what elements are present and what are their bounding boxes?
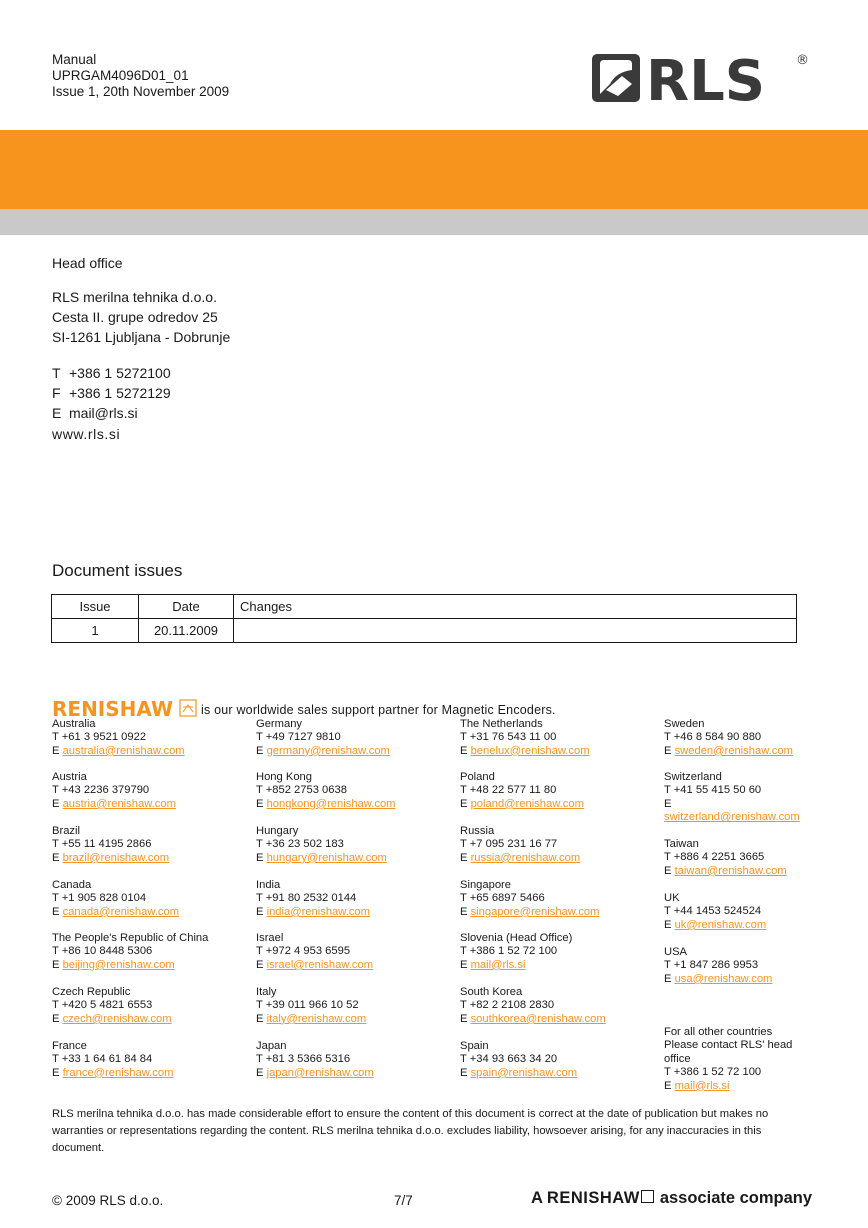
office-email-row	[460, 906, 599, 919]
issue-cell: 1	[52, 619, 139, 643]
head-office-street: Cesta II. grupe odredov 25	[52, 309, 218, 325]
orange-banner	[0, 130, 868, 209]
office-country: Singapore	[460, 879, 512, 891]
office-hong-kong	[256, 771, 395, 811]
office-germany	[256, 718, 390, 758]
office-email-link[interactable]: india@renishaw.com	[266, 905, 370, 918]
head-office-phone	[52, 365, 171, 381]
phone-key: T	[52, 365, 61, 381]
office-country: Sweden	[664, 718, 705, 730]
renishaw-logo-emblem	[180, 700, 196, 716]
office-email-link[interactable]: taiwan@renishaw.com	[674, 864, 787, 877]
assoc-prefix: A	[531, 1189, 543, 1207]
office-email-link[interactable]: benelux@renishaw.com	[470, 744, 590, 757]
office-phone: T +43 2236 379790	[52, 784, 150, 797]
office-country: UK	[664, 892, 680, 904]
table-row	[52, 619, 797, 643]
office-phone: T +49 7127 9810	[256, 731, 341, 744]
office-country: Japan	[256, 1040, 287, 1052]
office-email-row	[664, 745, 793, 758]
email-prefix: E	[256, 851, 264, 864]
rls-logo	[592, 50, 812, 106]
office-email-link[interactable]: israel@renishaw.com	[266, 958, 374, 971]
office-china	[52, 932, 208, 972]
email-prefix: E	[664, 797, 672, 810]
assoc-brand: RENISHAW	[546, 1189, 640, 1207]
office-email-link[interactable]: hungary@renishaw.com	[266, 851, 387, 864]
office-email-link[interactable]: southkorea@renishaw.com	[470, 1012, 606, 1025]
renishaw-logo	[52, 697, 200, 719]
table-header-row	[52, 595, 797, 619]
office-country: For all other countries	[664, 1026, 773, 1038]
office-country: India	[256, 879, 281, 891]
head-office-web[interactable]: www.rls.si	[52, 426, 121, 442]
email-prefix: E	[664, 1079, 672, 1092]
email-prefix: E	[52, 1012, 60, 1025]
office-email-row	[52, 798, 176, 811]
email-prefix: E	[256, 744, 264, 757]
office-phone: T +34 93 663 34 20	[460, 1053, 558, 1066]
office-email-link[interactable]: spain@renishaw.com	[470, 1066, 578, 1079]
email-prefix: E	[460, 744, 468, 757]
office-japan	[256, 1040, 374, 1080]
office-phone: T +91 80 2532 0144	[256, 892, 357, 905]
assoc-suffix: associate company	[659, 1189, 813, 1207]
changes-cell	[234, 619, 797, 643]
office-phone: T +36 23 502 183	[256, 838, 344, 851]
office-country: USA	[664, 946, 688, 958]
office-india	[256, 879, 370, 919]
office-phone: T +420 5 4821 6553	[52, 999, 153, 1012]
office-email-row	[52, 745, 185, 758]
email-prefix: E	[664, 744, 672, 757]
office-email-row	[256, 1067, 374, 1080]
office-email-link[interactable]: uk@renishaw.com	[674, 918, 767, 931]
office-country: Slovenia (Head Office)	[460, 932, 573, 944]
office-brazil	[52, 825, 169, 865]
office-country: Poland	[460, 771, 495, 783]
office-email-link[interactable]: switzerland@renishaw.com	[664, 811, 800, 824]
email-prefix: E	[256, 1066, 264, 1079]
email-prefix: E	[256, 1012, 264, 1025]
fax-value: +386 1 5272129	[69, 385, 171, 401]
office-phone: T +82 2 2108 2830	[460, 999, 555, 1012]
office-email-row	[256, 798, 395, 811]
office-country: The People's Republic of China	[52, 932, 209, 944]
office-note: Please contact RLS' head office	[664, 1039, 793, 1065]
date-cell: 20.11.2009	[139, 619, 234, 643]
renishaw-logo-emblem-mark	[183, 705, 193, 712]
doc-type: Manual	[52, 52, 97, 67]
office-country: South Korea	[460, 986, 523, 998]
email-prefix: E	[664, 972, 672, 985]
email-prefix: E	[460, 958, 468, 971]
office-email-link[interactable]: australia@renishaw.com	[62, 744, 185, 757]
office-phone: T +7 095 231 16 77	[460, 838, 558, 851]
office-email-row	[52, 959, 208, 972]
disclaimer: RLS merilna tehnika d.o.o. has made considerable effort to ensure the content of this document is correct at the date of publication but makes no warranties or representations regarding the content. RLS merilna tehnika d.o.o. excludes liability, howsoever arising, for any inaccuracies in this document.	[52, 1108, 769, 1154]
office-phone: T +886 4 2251 3665	[664, 851, 765, 864]
document-issues-title: Document issues	[52, 561, 183, 580]
email-prefix: E	[460, 851, 468, 864]
office-phone: T +852 2753 0638	[256, 784, 347, 797]
office-email-link[interactable]: brazil@renishaw.com	[62, 851, 170, 864]
office-email-row	[664, 1080, 814, 1093]
office-country: Austria	[52, 771, 87, 783]
office-country: Hong Kong	[256, 771, 312, 783]
office-phone: T +33 1 64 61 84 84	[52, 1053, 153, 1066]
grey-banner	[0, 209, 868, 235]
footer-copyright: © 2009 RLS d.o.o.	[52, 1193, 164, 1208]
email-prefix: E	[52, 958, 60, 971]
office-czech-republic	[52, 986, 172, 1026]
office-netherlands	[460, 718, 590, 758]
email-prefix: E	[52, 1066, 60, 1079]
renishaw-associate-logo	[531, 1189, 812, 1208]
document-issues-table	[51, 594, 797, 643]
office-email-row	[52, 852, 169, 865]
office-israel	[256, 932, 373, 972]
office-taiwan	[664, 838, 787, 878]
office-country: Australia	[52, 718, 96, 730]
office-country: Brazil	[52, 825, 80, 837]
office-email-row	[256, 852, 387, 865]
office-usa	[664, 946, 772, 986]
office-country: Germany	[256, 718, 303, 730]
office-hungary	[256, 825, 387, 865]
email-prefix: E	[460, 1066, 468, 1079]
email-prefix: E	[256, 797, 264, 810]
office-country: Canada	[52, 879, 92, 891]
office-phone: T +65 6897 5466	[460, 892, 545, 905]
office-email-row	[256, 745, 390, 758]
office-email-link[interactable]: mail@rls.si	[470, 958, 526, 971]
head-office-city: SI-1261 Ljubljana - Dobrunje	[52, 329, 231, 345]
office-email-link[interactable]: hongkong@renishaw.com	[266, 797, 396, 810]
office-spain	[460, 1040, 577, 1080]
office-email-link[interactable]: germany@renishaw.com	[266, 744, 390, 757]
email-prefix: E	[256, 905, 264, 918]
office-email-link[interactable]: japan@renishaw.com	[266, 1066, 374, 1079]
col-changes-header: Changes	[234, 595, 797, 619]
email-key: E	[52, 405, 62, 421]
office-france	[52, 1040, 173, 1080]
office-phone: T +86 10 8448 5306	[52, 945, 153, 958]
office-email-row	[256, 959, 373, 972]
office-email-row	[664, 973, 772, 986]
office-email-row	[460, 852, 580, 865]
office-country: France	[52, 1040, 87, 1052]
office-switzerland	[664, 771, 800, 825]
office-austria	[52, 771, 176, 811]
office-phone: T +39 011 966 10 52	[256, 999, 359, 1012]
office-slovenia	[460, 932, 572, 972]
email-prefix: E	[664, 864, 672, 877]
office-australia	[52, 718, 185, 758]
office-country: Czech Republic	[52, 986, 131, 998]
renishaw-logo-text: RENISHAW	[52, 697, 174, 719]
office-email-row	[460, 1013, 606, 1026]
email-prefix: E	[52, 744, 60, 757]
col-issue-header: Issue	[52, 595, 139, 619]
office-phone: T +31 76 543 11 00	[460, 731, 557, 744]
office-country: Israel	[256, 932, 284, 944]
office-uk	[664, 892, 766, 932]
email-prefix: E	[460, 797, 468, 810]
office-poland	[460, 771, 584, 811]
office-phone: T +81 3 5366 5316	[256, 1053, 351, 1066]
col-date-header: Date	[139, 595, 234, 619]
office-email-link[interactable]: beijing@renishaw.com	[62, 958, 175, 971]
office-country: The Netherlands	[460, 718, 543, 730]
office-singapore	[460, 879, 599, 919]
office-email-row	[664, 865, 787, 878]
office-country: Taiwan	[664, 838, 699, 850]
office-phone: T +972 4 953 6595	[256, 945, 351, 958]
office-phone: T +386 1 52 72 100	[664, 1066, 762, 1079]
email-prefix: E	[460, 1012, 468, 1025]
office-email-link[interactable]: sweden@renishaw.com	[674, 744, 793, 757]
office-russia	[460, 825, 580, 865]
office-email-row	[460, 745, 590, 758]
office-email-row	[52, 906, 179, 919]
office-email-link[interactable]: canada@renishaw.com	[62, 905, 180, 918]
office-phone: T +48 22 577 11 80	[460, 784, 557, 797]
office-email-link[interactable]: austria@renishaw.com	[62, 797, 176, 810]
email-prefix: E	[52, 905, 60, 918]
head-office-label: Head office	[52, 255, 123, 271]
office-phone: T +44 1453 524524	[664, 905, 762, 918]
office-email-link[interactable]: mail@rls.si	[674, 1079, 730, 1092]
rls-logo-text: RLS	[646, 50, 766, 106]
office-other-countries	[664, 1026, 814, 1093]
doc-code: UPRGAM4096D01_01	[52, 68, 189, 83]
email-prefix: E	[664, 918, 672, 931]
office-email-row	[460, 1067, 577, 1080]
office-email-link[interactable]: italy@renishaw.com	[266, 1012, 367, 1025]
phone-value: +386 1 5272100	[69, 365, 171, 381]
office-canada	[52, 879, 179, 919]
registered-mark: ®	[796, 53, 809, 68]
head-office-fax	[52, 385, 171, 401]
office-email-link[interactable]: singapore@renishaw.com	[470, 905, 600, 918]
office-email-row	[460, 798, 584, 811]
email-prefix: E	[52, 851, 60, 864]
email-value[interactable]: mail@rls.si	[69, 405, 138, 421]
head-office-company: RLS merilna tehnika d.o.o.	[52, 289, 217, 305]
office-phone: T +61 3 9521 0922	[52, 731, 147, 744]
office-email-row	[52, 1013, 172, 1026]
office-email-row	[256, 906, 370, 919]
office-country: Russia	[460, 825, 495, 837]
office-phone: T +1 847 286 9953	[664, 959, 759, 972]
page-number: 7/7	[394, 1193, 413, 1208]
office-email-row	[460, 959, 572, 972]
email-prefix: E	[460, 905, 468, 918]
office-country: Hungary	[256, 825, 299, 837]
email-prefix: E	[256, 958, 264, 971]
office-email-link[interactable]: usa@renishaw.com	[674, 972, 773, 985]
office-email-row	[256, 1013, 366, 1026]
fax-key: F	[52, 385, 61, 401]
office-sweden	[664, 718, 793, 758]
office-phone: T +1 905 828 0104	[52, 892, 147, 905]
office-country: Switzerland	[664, 771, 722, 783]
office-phone: T +55 11 4195 2866	[52, 838, 152, 851]
document-header-meta	[52, 52, 229, 100]
office-email-link[interactable]: france@renishaw.com	[62, 1066, 174, 1079]
partner-text: is our worldwide sales support partner for Magnetic Encoders.	[201, 703, 556, 717]
office-country: Spain	[460, 1040, 489, 1052]
office-phone: T +46 8 584 90 880	[664, 731, 762, 744]
office-email-link[interactable]: russia@renishaw.com	[470, 851, 581, 864]
office-email-row	[664, 919, 766, 932]
assoc-emblem-icon	[641, 1190, 654, 1203]
office-phone: T +386 1 52 72 100	[460, 945, 558, 958]
office-south-korea	[460, 986, 606, 1026]
office-country: Italy	[256, 986, 277, 998]
office-email-link[interactable]: poland@renishaw.com	[470, 797, 584, 810]
office-email-link[interactable]: czech@renishaw.com	[62, 1012, 172, 1025]
head-office-email[interactable]	[52, 405, 138, 421]
office-phone: T +41 55 415 50 60	[664, 784, 762, 797]
doc-issue: Issue 1, 20th November 2009	[52, 84, 230, 99]
office-italy	[256, 986, 366, 1026]
email-prefix: E	[52, 797, 60, 810]
office-email-row	[52, 1067, 173, 1080]
